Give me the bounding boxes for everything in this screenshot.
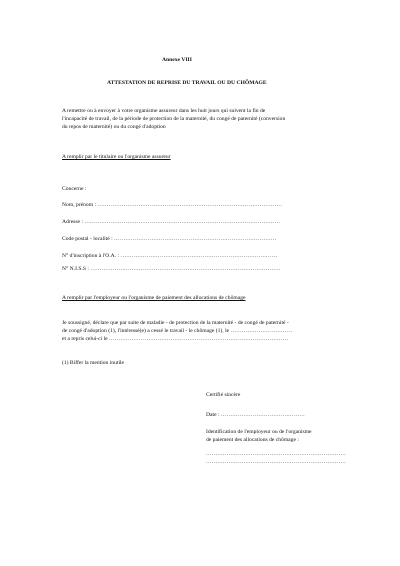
dotted-line: ………………………………………………………………… [206, 459, 346, 465]
intro-line: du repos de maternité) ou du congé d'adoption [62, 124, 166, 130]
concerne-label: Concerne : [62, 186, 87, 192]
field-registration-number: N° d'inscription à l'O.A. : ………………………………………………………………………… [62, 253, 278, 259]
declaration-line: de congé d'adoption (1), l'intéressé(e) a cessé le travail - le chômage (1), le …………………………… [62, 328, 293, 334]
field-name: Nom, prénom : ……………………………………………………………………………………… [62, 202, 283, 208]
date-line: Date : ……………………………………… [206, 412, 305, 418]
identification-line: Identification de l'employeur ou de l'organisme [206, 429, 312, 435]
declaration-line: Je soussigné, déclare que par suite de maladie - de protection de la maternité - de congé de paternité - [62, 320, 289, 326]
footnote: (1) Biffer la mention inutile [62, 360, 125, 366]
annex-title: Annexe VIII [162, 57, 192, 63]
field-address: Adresse : …………………………………………………………………………………………… [62, 219, 281, 225]
intro-line: l'incapacité de travail, de la période de protection de la maternité, du congé de paternité (conversion [62, 116, 286, 122]
declaration-line: et a repris celui-ci le …………………………………………………………………………………… [62, 336, 289, 342]
field-postal-code: Code postal - localité : …………………………………………………………………………… [62, 236, 277, 242]
document-title: ATTESTATION DE REPRISE DU TRAVAIL OU DU CHÔMAGE [107, 80, 267, 86]
section-heading-employer: A remplir par l'employeur ou l'organisme de paiement des allocations de chômage [62, 295, 246, 301]
field-niss: N° N.I.S.S : ………………………………………………………………………………………… [62, 266, 281, 272]
certified-label: Certifié sincère [206, 392, 241, 398]
intro-line: A remettre ou à envoyer à votre organisme assureur dans les huit jours qui suivent la fin de [62, 108, 266, 114]
identification-line: de paiement des allocations de chômage : [206, 437, 299, 443]
section-heading-holder: A remplir par le titulaire ou l'organisme assureur [62, 154, 171, 160]
dotted-line: ………………………………………………………………… [206, 451, 346, 457]
